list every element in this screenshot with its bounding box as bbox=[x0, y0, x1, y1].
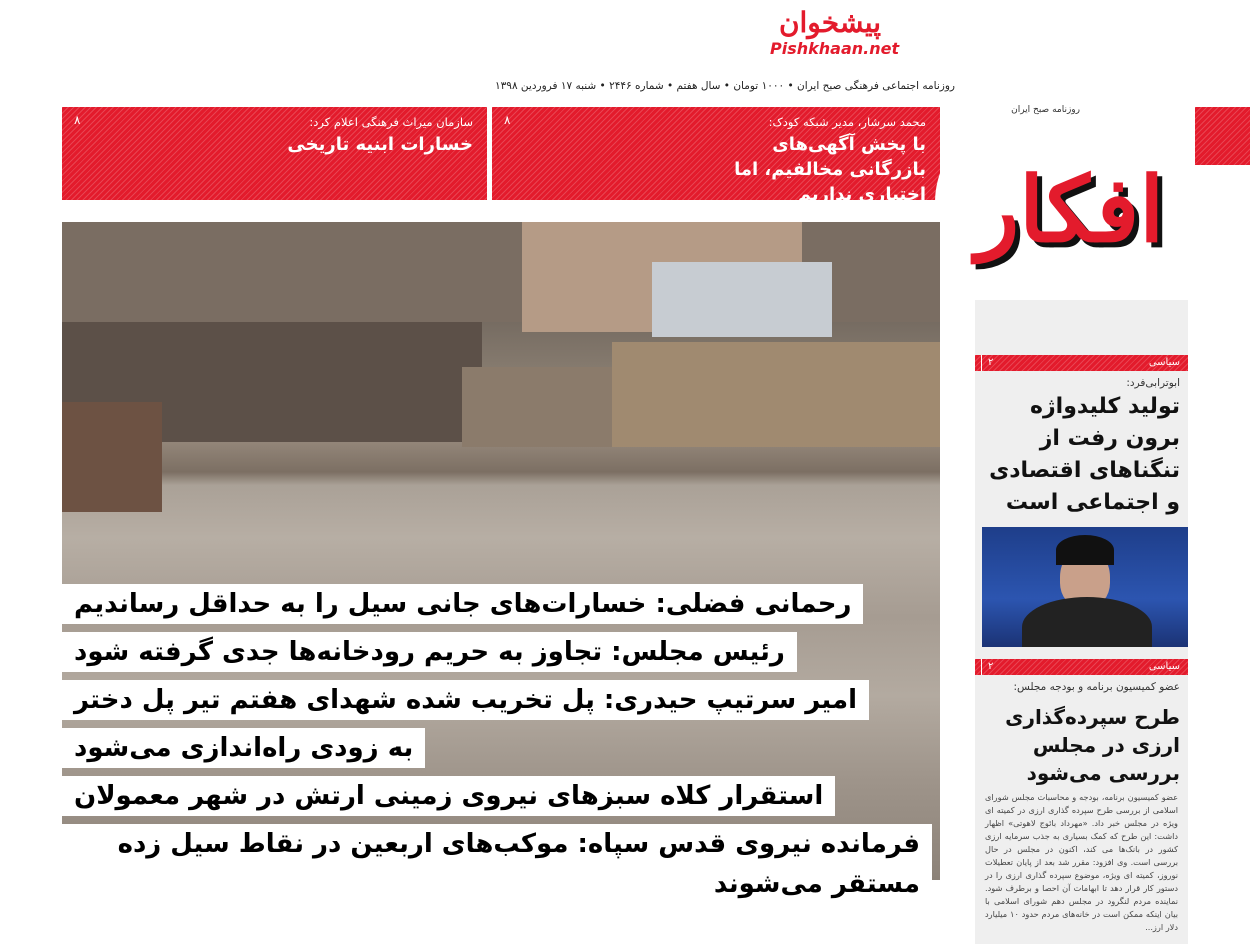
watermark bbox=[770, 6, 900, 58]
main-headline[interactable]: به زودی راه‌اندازی می‌شود bbox=[62, 728, 425, 768]
main-headline[interactable]: امیر سرتیپ حیدری: پل تخریب شده شهدای هفتم تیر پل دختر bbox=[62, 680, 869, 720]
portrait-photo bbox=[982, 527, 1188, 647]
sidebar-column bbox=[975, 300, 1188, 944]
kicker: سازمان میراث فرهنگی اعلام کرد: bbox=[309, 115, 473, 129]
red-band-right bbox=[1195, 107, 1250, 165]
top-story-box-1[interactable] bbox=[492, 107, 940, 205]
headline[interactable]: طرح سپرده‌گذاری ارزی در مجلس بررسی می‌شود bbox=[1005, 705, 1180, 785]
article-body: عضو کمیسیون برنامه، بودجه و محاسبات مجلس شورای اسلامی از بررسی طرح سپرده گذاری ارزی در کمیته ای ویژه در مجلس خبر داد. «مهرداد بائوج لاهوتی» اظهار داشت: این طرح که کمک بسیاری به جذب سرمایه ارزی کشور در بانک‌ها می کند، اکنون در مجلس در حال بررسی است. وی افزود: مقرر شد بعد از پایان تعطیلات نوروز، کمیته ای ویژه، موضوع سپرده گذاری ارزی را در دستور کار قرار دهد تا ابهامات آن احصا و برطرف شود. نماینده مردم لنگرود در مجلس دهم شورای اسلامی با بیان اینکه ممکن است در خانه‌های مردم حدود ۱۰ میلیارد دلار ارز... bbox=[985, 792, 1178, 932]
section-label: سیاسی bbox=[1148, 357, 1180, 368]
section-bar bbox=[975, 355, 1188, 371]
slogan: روزنامه صبح ایران bbox=[1011, 105, 1080, 115]
newspaper-logo: افکار bbox=[975, 157, 1165, 263]
watermark-en: Pishkhaan.net bbox=[770, 39, 900, 58]
section-label: سیاسی bbox=[1148, 661, 1180, 672]
main-headline[interactable]: رئیس مجلس: تجاوز به حریم رودخانه‌ها جدی گرفته شود bbox=[62, 632, 797, 672]
page-number: ۸ bbox=[504, 113, 511, 127]
page-number: ۲ bbox=[981, 355, 993, 371]
section-bar bbox=[975, 659, 1188, 675]
watermark-fa: پیشخوان bbox=[778, 6, 882, 39]
top-story-box-2[interactable] bbox=[62, 107, 487, 200]
page-number: ۸ bbox=[74, 113, 81, 127]
headline[interactable]: تولید کلیدواژه برون رفت از تنگناهای اقتصادی و اجتماعی است bbox=[989, 394, 1180, 515]
page-number: ۲ bbox=[981, 659, 993, 675]
main-headline[interactable]: رحمانی فضلی: خسارات‌های جانی سیل را به حداقل رساندیم bbox=[62, 584, 863, 624]
main-headline[interactable]: استقرار کلاه سبزهای نیروی زمینی ارتش در شهر معمولان bbox=[62, 776, 835, 816]
main-headline[interactable]: فرمانده نیروی قدس سپاه: موکب‌های اربعین در نقاط سیل زده مستقر می‌شوند bbox=[62, 824, 932, 904]
kicker: ابوترابی‌فرد: bbox=[1126, 377, 1180, 389]
issue-info-line: روزنامه اجتماعی فرهنگی صبح ایران • ۱۰۰۰ تومان • سال هفتم • شماره ۲۴۴۶ • شنبه ۱۷ فروردین ۱۳۹۸ bbox=[495, 80, 955, 92]
headline: با پخش آگهی‌های بازرگانی مخالفیم، اما اختیاری نداریم bbox=[734, 134, 926, 205]
main-headlines bbox=[62, 584, 932, 904]
kicker: عضو کمیسیون برنامه و بودجه مجلس: bbox=[1013, 681, 1180, 693]
kicker: محمد سرشار، مدیر شبکه کودک: bbox=[768, 115, 926, 129]
headline: خسارات ابنیه تاریخی bbox=[287, 134, 473, 155]
